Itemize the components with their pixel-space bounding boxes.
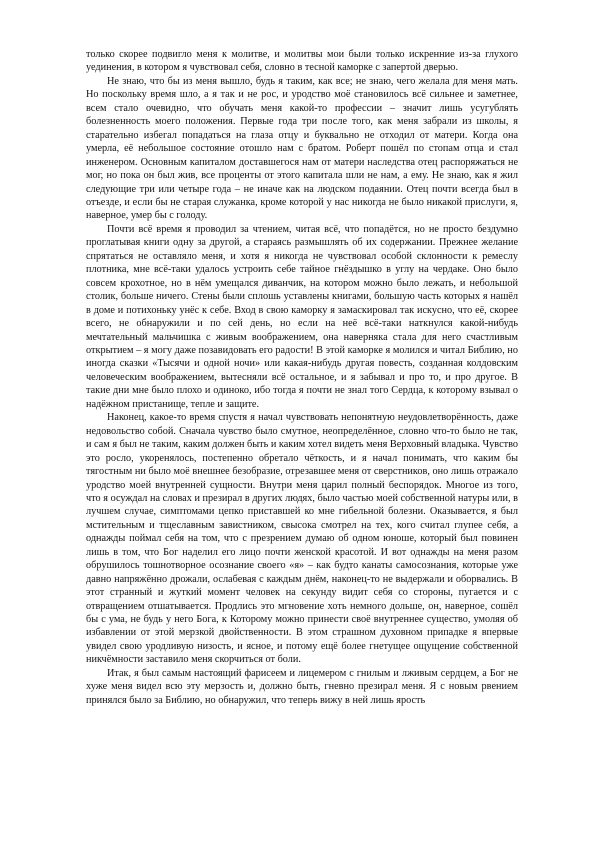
paragraph-5: Итак, я был самым настоящий фарисеем и лицемером с гнилым и лживым сердцем, а Бог не хуже меня видел всю эту мерзость и, должно быть, гневно презирал меня. Я с новым рвением принялся было за Библию, но обнаружил, что теперь вижу в ней лишь ярость [86,667,518,706]
paragraph-1: только скорее подвигло меня к молитве, и молитвы мои были только искренние из-за глухого уединения, в котором я чувствовал себя, словно в тесной каморке с запертой дверью. [86,49,518,74]
paragraph-2: Не знаю, что бы из меня вышло, будь я таким, как все; не знаю, чего желала для меня мать. Но поскольку время шло, а я так и не рос, и уродство моё становилось всё сильнее и заметнее, всем стало очевидно, что обучать меня какой-то профессии – значит лишь усугублять болезненность моего положения. Первые года три после того, как меня забрали из школы, я старательно избегал попадаться на глаза отцу и буквально не отходил от матери. Когда она умерла, её небольшое состояние отошло нам с братом. Роберт пошёл по стопам отца и стал инженером. Основным капиталом доставшегося нам от матери наследства отец распоряжаться не мог, но пока он был жив, все проценты от этого капитала шли не нам, а ему. Не знаю, как я жил следующие три или четыре года – не иначе как на людском подаянии. Отец почти всегда был в отъезде, и если бы не старая служанка, кроме которой у нас никогда не было никакой прислуги, я, наверное, умер бы с голоду. [86,75,518,222]
paragraph-4: Наконец, какое-то время спустя я начал чувствовать непонятную неудовлетворённость, даже недовольство собой. Сначала чувство было смутное, неопределённое, словно что-то было не так, и сам я был не таким, каким должен быть и каким хотел видеть меня Верховный владыка. Чувство это росло, укоренялось, постепенно обретало чёткость, и я начал понимать, что каким бы тягостным ни было моё внешнее безобразие, отрезавшее меня от сверстников, оно лишь отражало уродство моей внутренней сущности. Внутри меня царил полный беспорядок. Многое из того, что я осуждал на словах и презирал в других людях, было частью моей собственной натуры или, в лучшем случае, симптомами цепко приставшей ко мне гибельной болезни. Оказывается, я был мстительным и тщеславным завистником, свысока смотрел на тех, кого считал глупее себя, а однажды поймал себя на том, что с презрением думаю об одном юноше, который был повинен лишь в том, что Бог наделил его лицо почти женской красотой. И вот однажды на меня разом обрушилось тошнотворное осознание своего «я» – как будто канаты самосознания, которые уже давно напряжённо дрожали, ослабевая с каждым днём, наконец-то не выдержали и оборвались. В этот странный и жуткий момент человек на секунду видит себя со стороны, пугается и с отвращением отшатывается. Продлись это мгновение хоть немного дольше, он, наверное, сошёл бы с ума, не будь у него Бога, к Которому можно принести своё внутреннее существо, умоляя об избавлении от этой мерзкой двойственности. В этом страшном духовном припадке я впервые увидел свою уродливую низость, и ясное, и потому ещё более гнетущее ощущение собственной никчёмности заставило меня скорчиться от боли. [86,412,518,666]
document-page [86,48,518,707]
paragraph-3: Почти всё время я проводил за чтением, читая всё, что попадётся, но не просто бездумно проглатывая книги одну за другой, а стараясь размышлять об их содержании. Прежнее желание спрятаться не оставляло меня, и хотя я никогда не чувствовал особой склонности к ремеслу плотника, мне всё-таки удалось устроить себе тайное гнёздышко в углу на чердаке. Оно было совсем крохотное, но в нём умещался диванчик, на котором можно было лежать, и небольшой столик, больше ничего. Стены были сплошь уставлены книгами, большую часть которых я нашёл в доме и потихоньку унёс к себе. Вход в свою каморку я замаскировал так искусно, что её, скорее всего, не обнаружили и по сей день, но если на неё всё-таки наткнулся какой-нибудь мечтательный мальчишка с живым воображением, она наверняка стала для него счастливым открытием – я могу даже позавидовать его радости! В этой каморке я молился и читал Библию, но иногда сказки «Тысячи и одной ночи» или какая-нибудь другая повесть, созданная колдовским человеческим воображением, вытесняли всё остальное, и я забывал и про то, и про другое. В такие дни мне было плохо и одиноко, ибо тогда я почти не знал того Сердца, к которому взывал о надёжном пристанище, тепле и защите. [86,223,518,410]
